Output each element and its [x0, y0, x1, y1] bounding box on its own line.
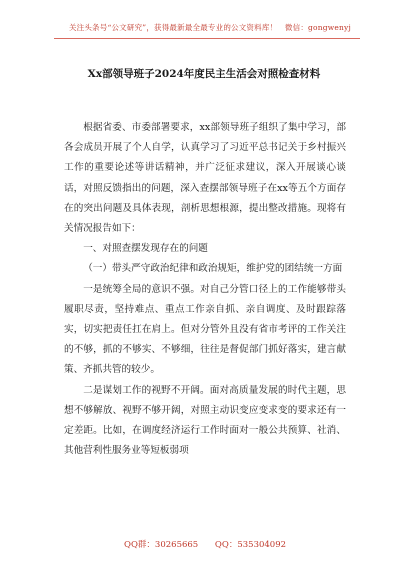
- section-heading: 一、对照查摆发现存在的问题: [83, 243, 208, 255]
- subsection-heading: （一）带头严守政治纪律和政治规矩，维护党的团结统一方面: [83, 263, 343, 275]
- body-paragraph: 二是谋划工作的视野不开阔。面对高质量发展的时代主题，思想不够解放、视野不够开阔，对照主动识变应变求变的要求还有一定差距。比如，在调度经济运行工作时面对一般公共预算、社消、其他营利性服务业等短板弱项: [64, 384, 346, 457]
- header-divider: [54, 38, 360, 39]
- document-body: [64, 118, 346, 461]
- header-banner: 关注头条号“公文研究”，获得最新最全最专业的公文资料库！ 微信：gongwenyj: [68, 23, 352, 32]
- intro-paragraph: 根据省委、市委部署要求，xx部领导班子组织了集中学习，部各会成员开展了个人自学，认真学习了习近平总书记关于乡村振兴工作的重要论述等讲话精神，并广泛征求建议，深入开展谈心谈话，对照反馈指出的问题，深入查摆部领导班子在xx等五个方面存在的突出问题及具体表现，剖析思想根源，提出整改措施。现将有关情况报告如下：: [64, 122, 346, 235]
- footer-contact: [124, 538, 314, 550]
- footer-qq-group: QQ群：30265665: [124, 540, 199, 550]
- body-paragraph: 一是统筹全局的意识不强。对自己分管口径上的工作能够带头履职尽责，坚持难点、重点工作亲自抓、亲自调度、及时跟踪落实，切实把责任扛在肩上。但对分管外且没有省市考评的工作关注的不够，抓的不够实、不够细，往往是督促部门抓好落实，建言献策、齐抓共管的较少。: [64, 283, 346, 376]
- footer-qq: QQ：535304092: [214, 540, 287, 550]
- document-title: Xx部领导班子2024年度民主生活会对照检查材料: [87, 68, 321, 80]
